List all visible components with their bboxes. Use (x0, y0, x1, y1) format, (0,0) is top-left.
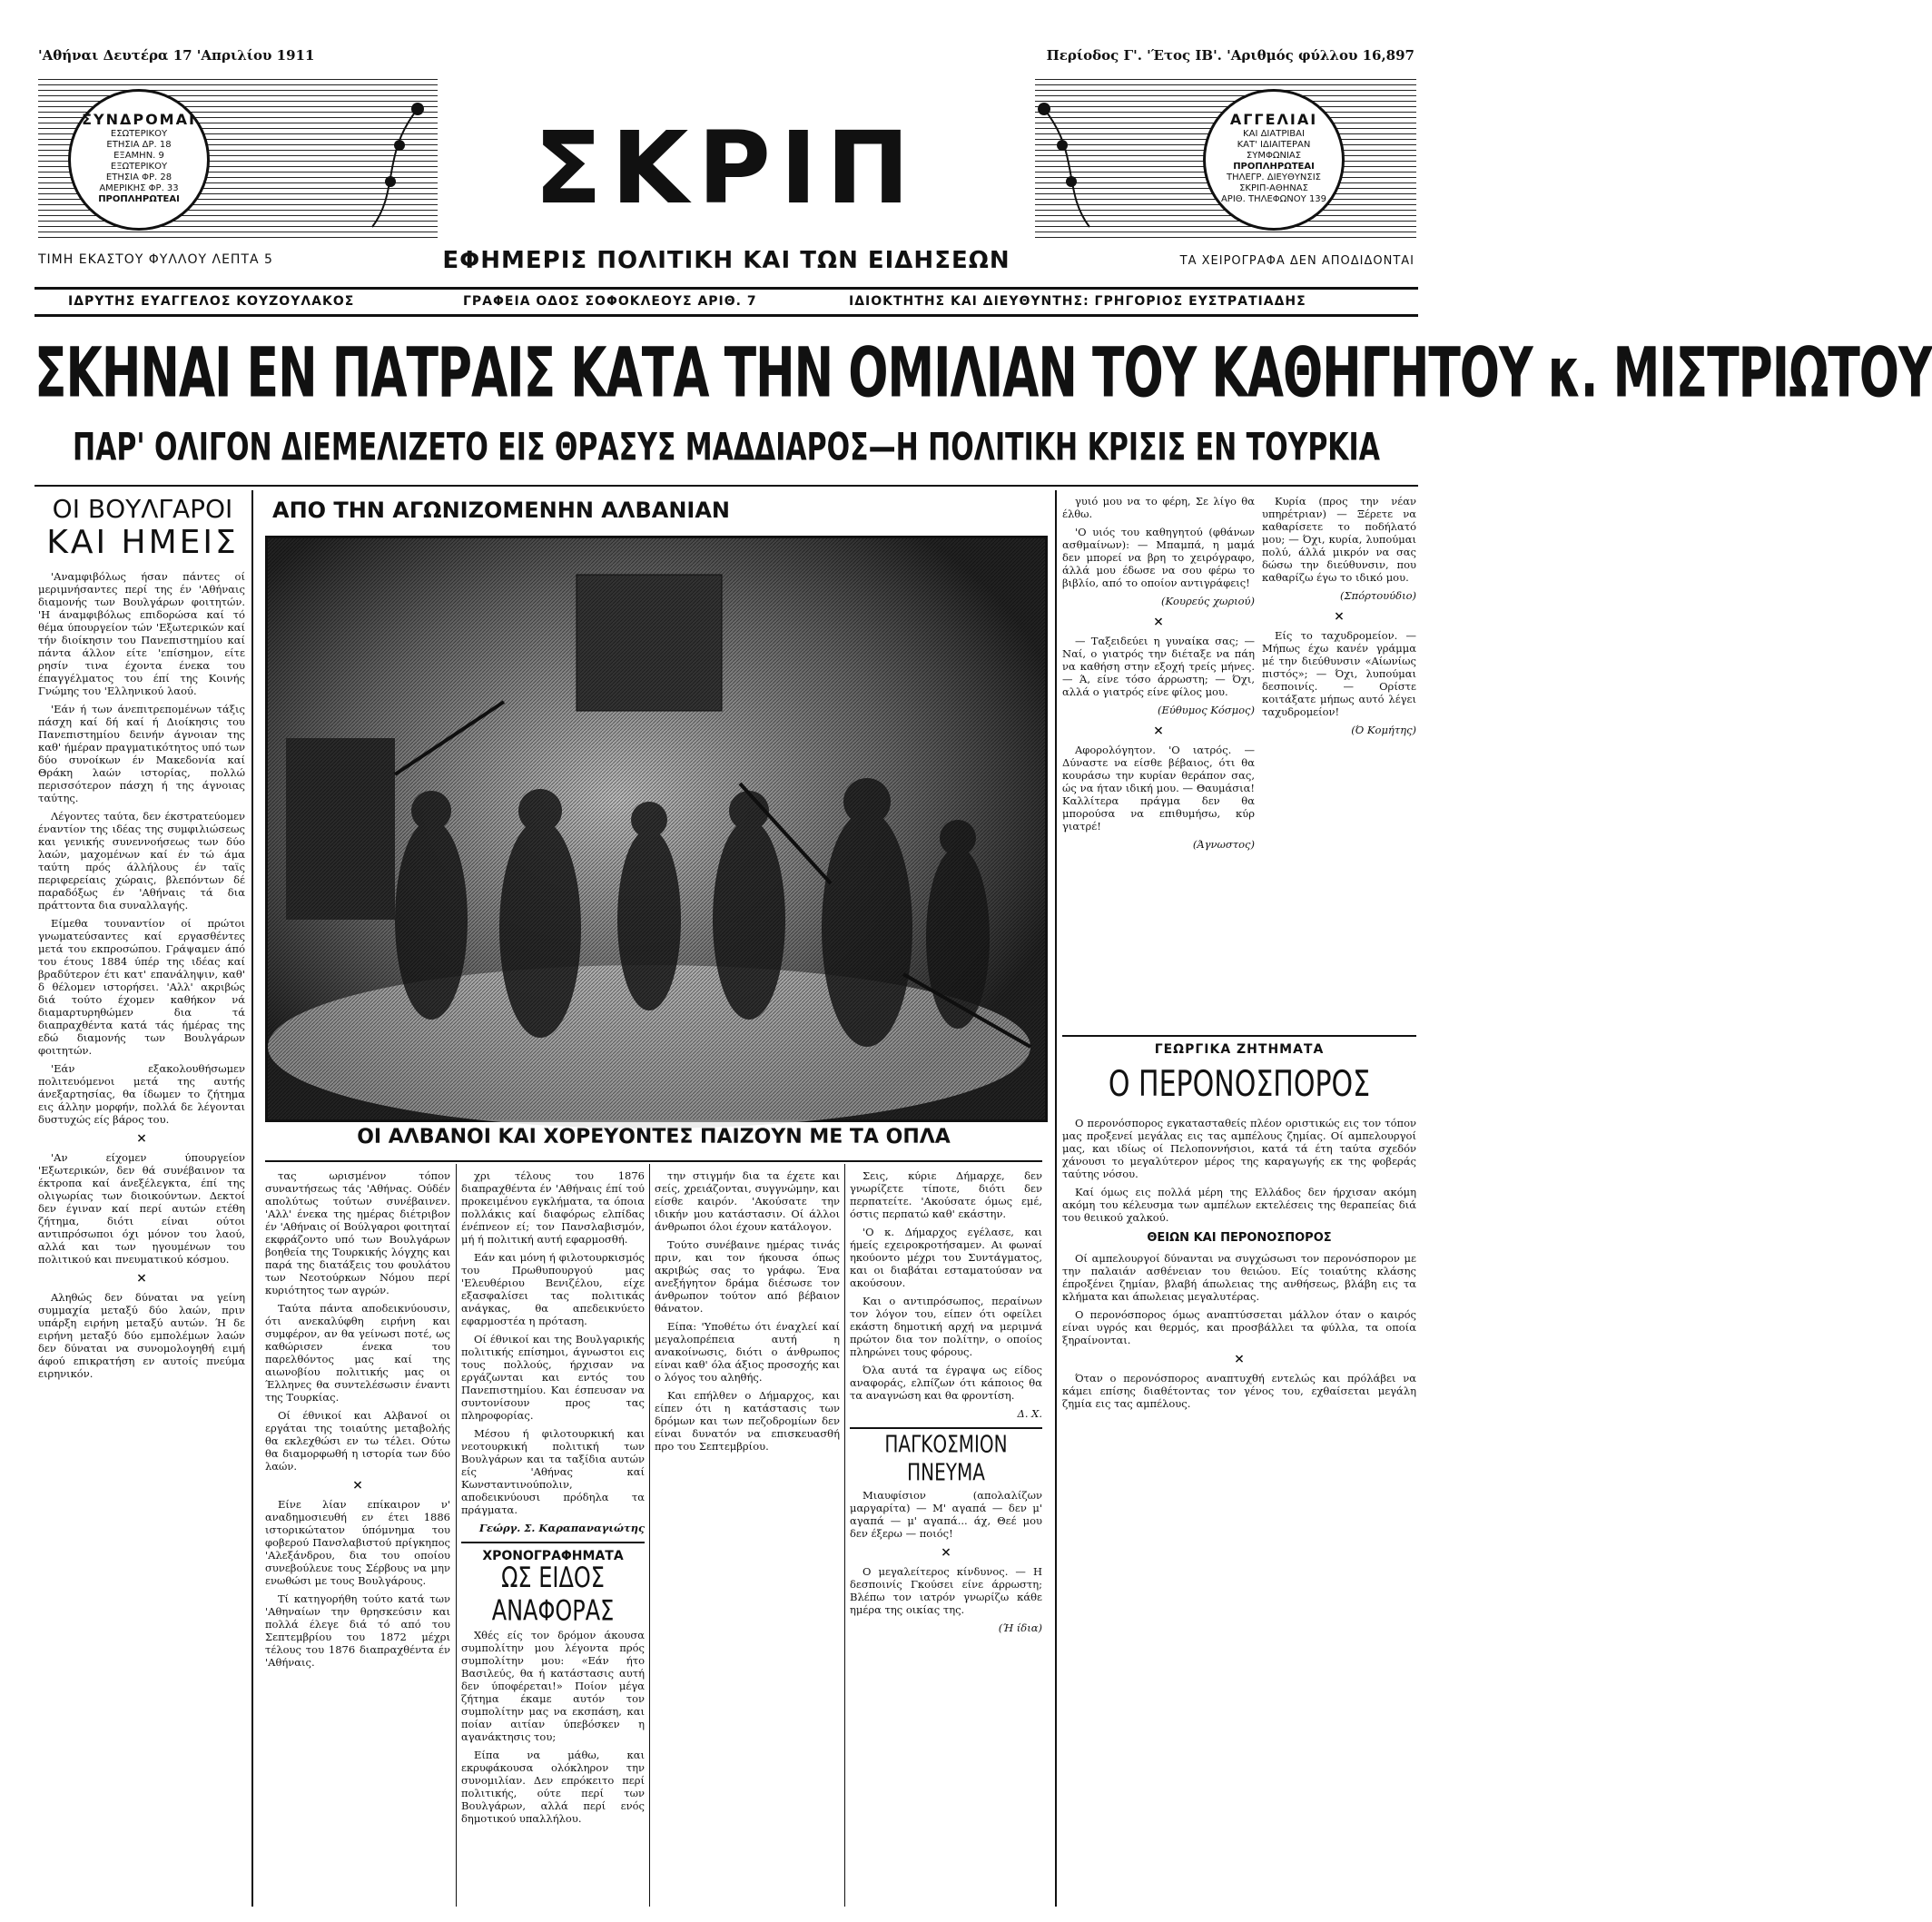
right-column-jokes (1062, 495, 1255, 1030)
paragraph: τας ωρισμένον τόπον συναντήσεως τάς 'Αθήνας. Ούδέν απολύτως τούτων συνέβαινεν. 'Αλλ' ένεκα της ημέρας διέτριβον έν 'Αθήναις οί Βούλγαροι φοιτηταί εκφράζοντο υπό των Βουλγάρων βοηθεία της Τουρκικής λόγχης και παρά της διατάξεις του φουλάτου των Νεοτούρκων Νόμου περί κυριότητος των αγρών. (265, 1169, 450, 1296)
left-article-body (38, 570, 245, 1905)
spirit-headline: ΠΑΓΚΟΣΜΙΟΝ ΠΝΕΥΜΑ (884, 1429, 1008, 1487)
subscriptions-line: ΕΞΑΜΗΝ. 9 (113, 151, 164, 161)
paragraph: Είς το ταχυδρομείον. — Μήπως έχω κανέν γράμμα μέ την διεύθυνσιν «Αίωνίως πιστός»; — Όχι, λυπούμαι δεσποινίς. — Ορίστε κοιτάξατε μήπως αυτό λέγει ταχυδρομείον! (1262, 629, 1416, 718)
chronicle-section-title: ΧΡΟΝΟΓΡΑΦΗΜΑΤΑ (482, 1549, 624, 1563)
separator: × (1234, 1352, 1245, 1366)
separator: × (941, 1545, 951, 1560)
source-signature: (Άγνωστος) (1192, 838, 1255, 851)
paragraph: Ο περονόσπορος όμως αναπτύσσεται μάλλον όταν ο καιρός είναι υγρός και θερμός, και προσβάλλει τα φύλλα, τα οποία ξηραίνονται. (1062, 1308, 1416, 1346)
subscriptions-line: ΑΜΕΡΙΚΗΣ ΦΡ. 33 (99, 183, 179, 193)
paragraph: Και ο αντιπρόσωπος, περαίνων τον λόγον του, είπεν ότι οφείλει εκάστη δημοτική αρχή να μεριμνά πρώτον δια τον πολίτην, ο οποίος πληρώνει τους φόρους. (850, 1295, 1042, 1358)
owner-line: ΙΔΙΟΚΤΗΤΗΣ ΚΑΙ ΔΙΕΥΘΥΝΤΗΣ: ΓΡΗΓΟΡΙΟΣ ΕΥΣΤΡΑΤΙΑΔΗΣ (849, 294, 1306, 309)
paragraph: Τούτο συνέβαινε ημέρας τινάς πριν, και τον ήκουσα όπως ακριβώς σας το γράφω. Ένα ανεξήγητον δράμα διέσωσε τον άνθρωπον τούτον από βέβαιον θάνατον. (655, 1238, 840, 1315)
source-signature: (Εύθυμος Κόσμος) (1158, 704, 1255, 716)
paragraph: Ταύτα πάντα αποδεικνύουσιν, ότι ανεκαλύφθη ειρήνη και συμφέρον, αν θα γείνωσι ποτέ, ως καθώρισεν ένεκα του παρελθόντος μας καί της αιωνοβίου πολιτικής μας οι Έλληνες θα συντελέσωσιν έναντι της Τουρκίας. (265, 1302, 450, 1404)
chronicle-headline: ΩΣ ΕΙΔΟΣ ΑΝΑΦΟΡΑΣ (491, 1561, 615, 1628)
paragraph: 'Ο κ. Δήμαρχος εγέλασε, και ήμείς εχειροκροτήσαμεν. Αι φωναί ηκούοντο μέχρι του Συντάγματος, και οι διαβάται εσταματούσαν να ακούσουν. (850, 1226, 1042, 1289)
floral-ornament-icon (1026, 91, 1099, 236)
paragraph: Μιαυφίσιον (απολαλίζων μαργαρίτα) — Μ' αγαπά — δεν μ' αγαπά — μ' αγαπά... άχ, Θεέ μου δεν έξερω — ποιός! (850, 1489, 1042, 1540)
right-column-jokes-2 (1262, 495, 1416, 1030)
paragraph: χρι τέλους του 1876 διαπραχθέντα έν 'Αθήναις έπί τού προκειμένου εγκλήματα, τα όποια πολλάκις καί διαφόρως ελπίδας ένέπνεον εί; τον Πανσλαβισμόν, μή ή πολιτική αυτή εφαρμοσθή. (461, 1169, 645, 1246)
paragraph: Είμεθα τουναντίον οί πρώτοι γνωματεύσαντες καί εργασθέντες μετά του εκπροσώπου. Γράψαμεν άπό του έτους 1884 ύπέρ της ιδέας καί βραδύτερον έτι κατ' επανάληψιν, καθ' δ θέλομεν ιστορήσει. 'Αλλ' ακριβώς διά τούτο έχομεν καθήκον νά διαμαρτυρηθώμεν δια τά διαπραχθέντα κατά τάς ήμέρας της εδώ διαμονής των Βουλγάρων φοιτητών. (38, 917, 245, 1057)
author-signature: (Ή ίδια) (998, 1621, 1042, 1634)
paragraph: Ο μεγαλείτερος κίνδυνος. — Η δεσποινίς Γκούσει είνε άρρωστη; Βλέπω τον ιατρόν γνωρίζω κάθε ημέρα της οικίας της. (850, 1565, 1042, 1616)
advertisements-line: ΣΚΡΙΠ-ΑΘΗΝΑΣ (1239, 183, 1308, 193)
paragraph: Λέγοντες ταύτα, δεν έκστρατεύομεν έναντίον της ιδέας της συμφιλιώσεως και γενικής συνεννοήσεως των δύο λαών, μαχομένων καί έν τώ άμα ταύτη πρός άλλήλους έν ταϊς περιφερείαις χώραις, βλεπόντων δέ παραδόξως έν 'Αθήναις τά δια πράττοντα δια συναλλαγής. (38, 810, 245, 912)
center-column-a (265, 1169, 450, 1905)
sub-headline: ΠΑΡ' ΟΛΙΓΟΝ ΔΙΕΜΕΛΙΖΕΤΟ ΕΙΣ ΘΡΑΣΥΣ ΜΑΔΔΙΑΡΟΣ—Η ΠΟΛΙΤΙΚΗ ΚΡΙΣΙΣ ΕΝ ΤΟΥΡΚΙΑ (73, 425, 1380, 470)
column-rule (251, 490, 253, 1907)
photo-caption: ΟΙ ΑΛΒΑΝΟΙ ΚΑΙ ΧΟΡΕΥΟΝΤΕΣ ΠΑΙΖΟΥΝ ΜΕ ΤΑ ΟΠΛΑ (357, 1126, 951, 1148)
paragraph: 'Εάν ή των άνεπιτρεπομένων τάξις πάσχη καί δή καί ή Διοίκησις του Πανεπιστημίου δεινήν άγνοιαν της καθ' ήμέραν πραγματικότητος υπό των δύο συνοίκων έν Μακεδονία καί Θράκη λαών ιστορίας, πολλώ περισσότερον πάσχη ή της άγνοιας ταύτης. (38, 703, 245, 804)
paragraph: Εάν και μόνη ή φιλοτουρκισμός του Πρωθυπουργού μας 'Ελευθέριου Βενιζέλου, είχε εξασφαλίσει τας πολιτικάς ανάγκας, θα απεδεικνύετο εφαρμοστέα η πρόταση. (461, 1251, 645, 1327)
paragraph: Αφορολόγητον. 'Ο ιατρός. — Δύναστε να είσθε βέβαιος, ότι θα κουράσω την κυρίαν θεράπον σας, ώς να ήταν ιδική μου. — Θαυμάσια! Καλλίτερα πράγμα δεν θα μπορούσα να επιθυμήσω, κύρ γιατρέ! (1062, 744, 1255, 833)
separator: × (1153, 615, 1164, 629)
divider (850, 1427, 1042, 1429)
column-rule (649, 1164, 650, 1907)
advertisements-line: ΚΑΙ ΔΙΑΤΡΙΒΑΙ (1243, 129, 1305, 139)
manuscripts-note: ΤΑ ΧΕΙΡΟΓΡΑΦΑ ΔΕΝ ΑΠΟΔΙΔΟΝΤΑΙ (1179, 254, 1414, 268)
paragraph: 'Αν είχομεν ύπουργείον 'Εξωτερικών, δεν θά συνέβαινον τα έκτροπα καί άνεξέλεγκτα, έπί της ολιγωρίας των διοικούντων. Δεκτοί δεν έγιναν καί περί αυτών ετέθη ζήτημα, διότι είναι ούτοι αντιπρόσωποι όχι μόνον του λαού, αλλά και των ηγουμένων του πολιτικού και πνευματικού κόσμου. (38, 1151, 245, 1266)
price-note: ΤΙΜΗ ΕΚΑΣΤΟΥ ΦΥΛΛΟΥ ΛΕΠΤΑ 5 (38, 252, 273, 267)
date-line: 'Αθήναι Δευτέρα 17 'Απριλίου 1911 (38, 47, 315, 64)
offices-line: ΓΡΑΦΕΙΑ ΟΔΟΣ ΣΟΦΟΚΛΕΟΥΣ ΑΡΙΘ. 7 (463, 294, 757, 309)
column-rule (1055, 490, 1057, 1907)
paragraph: την στιγμήν δια τα έχετε και σείς, χρειάζονται, συγγνώμην, και είσθε καιρόν. 'Ακούσατε την ιδικήν μου κατάστασιν. Οί άλλοι άνθρωποι όλοι έχουν κατάλογον. (655, 1169, 840, 1233)
divider (34, 314, 1418, 317)
divider (34, 485, 1418, 487)
newspaper-title: ΣΚΡΙΠ (534, 110, 919, 226)
paragraph: Καί όμως εις πολλά μέρη της Ελλάδος δεν ήρχισαν ακόμη ακόμη του κέλευσμα των αμπέλων εκτελέσεις της θεραπείας διά του θειικού χαλκού. (1062, 1186, 1416, 1224)
period-line: Περίοδος Γ'. 'Έτος ΙΒ'. 'Αριθμός φύλλου 16,897 (1046, 47, 1414, 64)
subscriptions-line: ΕΞΩΤΕΡΙΚΟΥ (110, 162, 168, 172)
source-signature: (Σπόρτουύδιο) (1340, 589, 1416, 602)
paragraph: Αληθώς δεν δύναται να γείνη συμμαχία μεταξύ δύο λαών, πριν υπάρξη ειρήνη μεταξύ αυτών. Ή δε ειρήνη μεταξύ δύο εμπολέμων λαών δεν δύναται να συνομολογηθή ειμή άφού επικρατήση εν αυτοίς πνεύμα ειρηνικόν. (38, 1291, 245, 1380)
separator: × (136, 1131, 147, 1146)
paragraph: 'Εάν εξακολουθήσωμεν πολιτευόμενοι μετά της αυτής άνεξαρτησίας, θα ίδωμεν το ζήτημα εις άλλην μορφήν, πολλά δε λέγονται δυστυχώς είς βάρος του. (38, 1062, 245, 1126)
source-signature: (Κουρεύς χωριού) (1160, 595, 1255, 607)
subscriptions-line: ΕΤΗΣΙΑ ΦΡ. 28 (105, 172, 172, 182)
paragraph: 'Ο υιός του καθηγητού (φθάνων ασθμαίνων): — Μπαμπά, η μαμά δεν μπορεί να βρη το χειρόγραφο, άλλά μου έδωσε να σου φέρω το βιβλίο, από το οποίον αντιγράφεις! (1062, 526, 1255, 589)
paragraph: Χθές είς τον δρόμον άκουσα συμπολίτην μου λέγοντα πρός συμπολίτην μου: «Εάν ήτο Βασιλεύς, θα ή κατάστασις αυτή δεν ύποφέρεται!» Ποίον μέγα ζήτημα έκαμε αυτόν τον συμπολίτην μας να εκσπάση, και ποίαν αιτίαν ύπεβόσκεν η αγανάκτησις του; (461, 1629, 645, 1743)
source-signature: (Ό Κομήτης) (1351, 724, 1416, 736)
left-article-title-2: ΚΑΙ ΗΜΕΙΣ (46, 524, 239, 561)
paragraph: Είπα: 'Υποθέτω ότι έναχλεί καί μεγαλοπρέπεια αυτή η ανακοίνωσις, διότι ο άνθρωπος είναι καθ' όλα άξιος προσοχής και ο λόγος του αληθής. (655, 1320, 840, 1384)
paragraph: Όταν ο περονόσπορος αναπτυχθή εντελώς και πρόλάβει να κάμει επίσης διαθέτοντας τον γένος του, εχθαίσεται μεγάλη ζημία εις τας αμπέλους. (1062, 1372, 1416, 1410)
paragraph: Ο περονόσπορος εγκατασταθείς πλέον οριστικώς εις τον τόπον μας προξενεί μεγάλας εις τας αμπέλους ζημίας. Οί αμπελουργοί μας, και ιδίως οί Πελοποννήσιοι, κατά τά έτη ταύτα σχεδόν χάνουσι το μεγαλύτερον μέρος της καραγωγής εκ της φοβεράς ταύτης νόσου. (1062, 1117, 1416, 1180)
newspaper-subtitle: ΕΦΗΜΕΡΙΣ ΠΟΛΙΤΙΚΗ ΚΑΙ ΤΩΝ ΕΙΔΗΣΕΩΝ (442, 247, 1010, 274)
separator: × (1153, 724, 1164, 738)
albanian-dancers-photo (265, 536, 1048, 1122)
paragraph: 'Αναμφιβόλως ήσαν πάντες οί μεριμνήσαντες περί της έν 'Αθήναις διαμονής των Βουλγάρων φοιτητών. 'Η άναμφιβόλως επιδορώσα καί τό θέμα ύπουργείον τών 'Εξωτερικών καί τήν διοίκησιν του Πανεπιστημίου καί πάντα άλλον είτε 'επίσημον, είτε ρησίν τινα έχοντα ένεκα του έπαγγέλματος του έπί της Κοινής Γνώμης του 'Ελληνικού λαού. (38, 570, 245, 697)
paragraph: γυιό μου να το φέρη, Σε λίγο θα έλθω. (1062, 495, 1255, 520)
paragraph: Σεις, κύριε Δήμαρχε, δεν γνωρίζετε τίποτε, διότι δεν περπατείτε. 'Ακούσατε όμως εμέ, όστις περπατώ καθ' εκάστην. (850, 1169, 1042, 1220)
section-title: ΓΕΩΡΓΙΚΑ ΖΗΤΗΜΑΤΑ (1154, 1042, 1325, 1057)
photo-title: ΑΠΟ ΤΗΝ ΑΓΩΝΙΖΟΜΕΝΗΝ ΑΛΒΑΝΙΑΝ (272, 498, 730, 523)
advertisements-line: ΤΗΛΕΓΡ. ΔΙΕΥΘΥΝΣΙΣ (1226, 172, 1321, 182)
divider (34, 287, 1418, 290)
subscriptions-stamp (68, 89, 210, 231)
paragraph: Μέσου ή φιλοτουρκική και νεοτουρκική πολιτική των Βουλγάρων και τα ταξίδια αυτών είς 'Αθήνας καί Κωνσταντινούπολιν, αποδεικνύουσι πρόδηλα τα πράγματα. (461, 1427, 645, 1516)
subscriptions-line: ΕΤΗΣΙΑ ΔΡ. 18 (106, 140, 172, 150)
advertisements-line: ΠΡΟΠΛΗΡΩΤΕΑΙ (1233, 162, 1315, 172)
divider (1062, 1035, 1416, 1037)
subsection-title: ΘΕΙΩΝ ΚΑΙ ΠΕΡΟΝΟΣΠΟΡΟΣ (1147, 1231, 1332, 1245)
paragraph: Τί κατηγορήθη τούτο κατά των 'Αθηναίων την θρησκεύσιν και πολλά έλεγε διά τό από του Σεπτεμβρίου του 1872 μέχρι τέλους του 1876 διαπραχθέντα έν 'Αθήναις. (265, 1592, 450, 1669)
center-column-b (461, 1169, 645, 1905)
separator: × (352, 1478, 363, 1493)
paragraph: Και επήλθεν ο Δήμαρχος, και είπεν ότι η κατάστασις των δρόμων και των πεζοδρομίων δεν είναι δυνατόν να επισκευασθή προ του Σεπτεμβρίου. (655, 1389, 840, 1453)
paragraph: Κυρία (προς την νέαν υπηρέτριαν) — Ξέρετε να καθαρίσετε το ποδήλατό μου; — Όχι, κυρία, λυπούμαι πολύ, άλλά μικρόν να σας δώσω την διεύθυνσιν, που καθαρίζω έγω το ιδικό μου. (1262, 495, 1416, 584)
left-article-title: ΟΙ ΒΟΥΛΓΑΡΟΙ (52, 494, 233, 524)
separator: × (136, 1271, 147, 1286)
subscriptions-title: ΣΥΝΔΡΟΜΑΙ (82, 111, 196, 128)
author-signature: Δ. Χ. (1017, 1407, 1042, 1420)
engraving-image (268, 538, 1045, 1119)
floral-ornament-icon (363, 91, 436, 236)
advertisements-line: ΣΥΜΦΩΝΙΑΣ (1246, 151, 1302, 161)
advertisements-stamp (1203, 89, 1345, 231)
paragraph: Οί αμπελουργοί δύνανται να συγχώσωσι τον περονόσπορον με την παλαιάν ασθένειαν του θειώου. Είς τοιαύτης κλάσης έπροξένει ζημίαν, βλαβή άπωλειας της ανθήσεως, βλάβη εις τα κλήματα και άπωλειας μεγαλυτέρας. (1062, 1252, 1416, 1303)
subscriptions-line: ΕΣΩΤΕΡΙΚΟΥ (110, 129, 168, 139)
column-rule (456, 1164, 457, 1907)
paragraph: — Ταξειδεύει η γυναίκα σας; — Ναί, ο γιατρός την διέταξε να πάη να καθήση στην εξοχή τρείς μήνες. — Ά, είνε τόσο άρρωστη; — Όχι, αλλά ο γιατρός είνε φίλος μου. (1062, 635, 1255, 698)
author-signature: Γεώργ. Σ. Καραπαναγιώτης (478, 1522, 645, 1534)
peronosporos-article (1062, 1117, 1416, 1905)
advertisements-title: ΑΓΓΕΛΙΑΙ (1229, 111, 1318, 128)
paragraph: Είνε λίαν επίκαιρον ν' αναδημοσιευθή εν έτει 1886 ιστορικώτατον ύπόμνημα του φοβερού Πανσλαβιστού πρίγκηπος 'Αλεξάνδρου, δια του οποίου συνεβούλευε τους Σέρβους να μην ενωθώσι με τους Βουλγάρους. (265, 1498, 450, 1587)
divider (265, 1160, 1042, 1162)
founder-line: ΙΔΡΥΤΗΣ ΕΥΑΓΓΕΛΟΣ ΚΟΥΖΟΥΛΑΚΟΣ (68, 294, 355, 309)
center-column-c (655, 1169, 840, 1905)
center-column-d (850, 1169, 1042, 1905)
main-headline: ΣΚΗΝΑΙ ΕΝ ΠΑΤΡΑΙΣ ΚΑΤΑ ΤΗΝ ΟΜΙΛΙΑΝ ΤΟΥ ΚΑΘΗΓΗΤΟΥ κ. ΜΙΣΤΡΙΩΤΟΥ (34, 334, 1932, 414)
paragraph: Όλα αυτά τα έγραψα ως είδος αναφοράς, ελπίζων ότι κάποιος θα τα αναγνώση και θα φροντίση. (850, 1364, 1042, 1402)
peronosporos-headline: Ο ΠΕΡΟΝΟΣΠΟΡΟΣ (1108, 1064, 1371, 1106)
paragraph: Είπα να μάθω, και εκρυφάκουσα ολόκληρον την συνομιλίαν. Δεν επρόκειτο περί πολιτικής, ούτε περί των Βουλγάρων, αλλά περί ενός δημοτικού υπαλλήλου. (461, 1749, 645, 1825)
advertisements-line: ΚΑΤ' ΙΔΙΑΙΤΕΡΑΝ (1237, 140, 1311, 150)
divider (461, 1542, 645, 1543)
subscriptions-line: ΠΡΟΠΛΗΡΩΤΕΑΙ (98, 194, 180, 204)
paragraph: Οί έθνικοί και της Βουλγαρικής πολιτικής επίσημοι, άγνωστοι εις τους πολλούς, ήρχισαν να εργάζωνται και εντός του Πανεπιστημίου. Και έσπευσαν να συντονίσουν προς τας πληροφορίας. (461, 1333, 645, 1422)
separator: × (1334, 609, 1345, 624)
advertisements-line: ΑΡΙΘ. ΤΗΛΕΦΩΝΟΥ 139 (1220, 194, 1327, 204)
paragraph: Οί έθνικοί και Αλβανοί οι εργάται της τοιαύτης μεταβολής θα εκλεχθώσι εν τω τέλει. Ούτω θα διαμορφωθή η ιστορία των δύο λαών. (265, 1409, 450, 1473)
column-rule (844, 1164, 845, 1907)
